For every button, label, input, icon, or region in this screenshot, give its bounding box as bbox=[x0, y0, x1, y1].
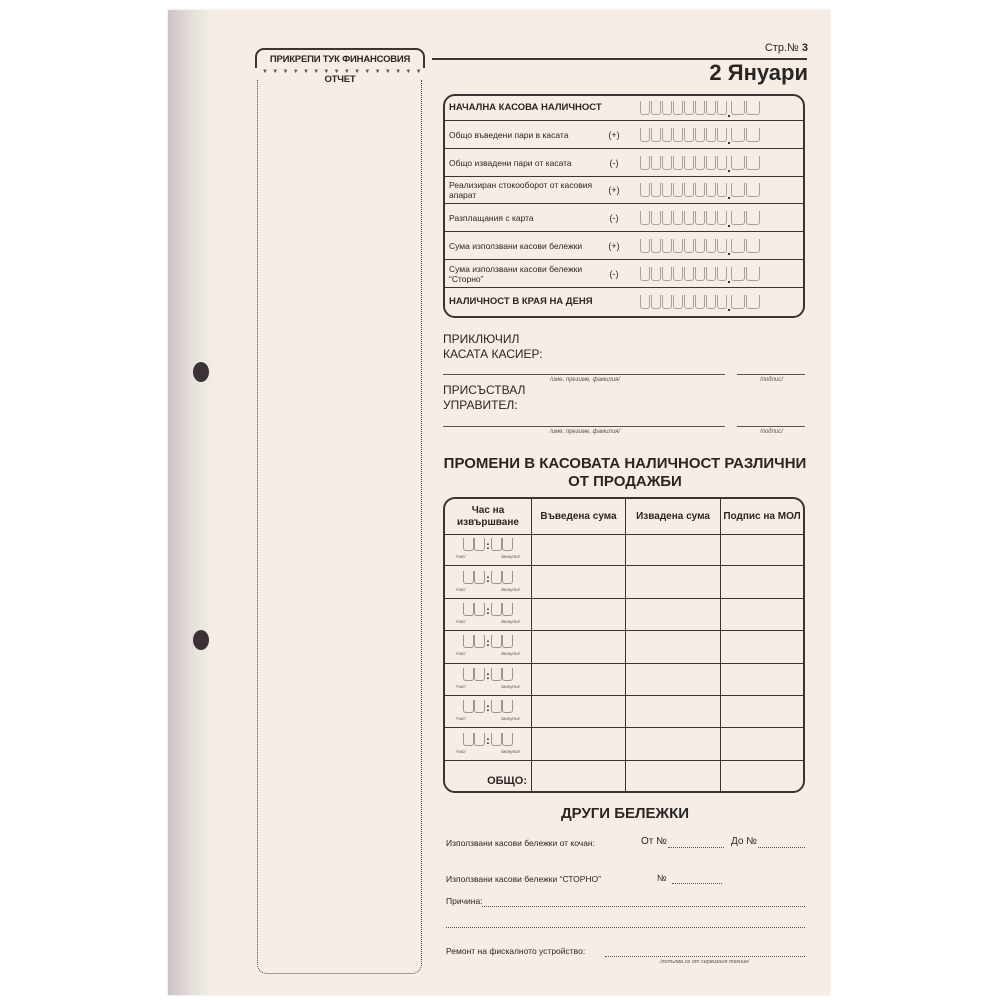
decimal-point bbox=[728, 101, 731, 115]
amount-input[interactable] bbox=[640, 211, 761, 225]
page-number-label: Стр.№ bbox=[764, 42, 799, 54]
minute-digit-cell[interactable] bbox=[491, 635, 502, 648]
decimal-cell[interactable] bbox=[731, 267, 745, 281]
table-row bbox=[445, 599, 803, 631]
balance-row-sign: (+) bbox=[608, 185, 620, 195]
amount-input[interactable] bbox=[640, 183, 761, 197]
minute-digit-cell[interactable] bbox=[491, 668, 502, 681]
digit-cell[interactable] bbox=[640, 211, 650, 225]
balance-row-label: Разплащания с карта bbox=[449, 212, 534, 223]
signature-cell[interactable] bbox=[721, 534, 803, 565]
attach-report-title: ПРИКРЕПИ ТУК ФИНАНСОВИЯ ОТЧЕТ bbox=[255, 48, 425, 68]
minute-digit-cell[interactable] bbox=[502, 733, 513, 746]
hour-digit-cell[interactable] bbox=[463, 571, 474, 584]
time-boxes[interactable] bbox=[463, 668, 513, 681]
digit-cell[interactable] bbox=[706, 295, 716, 309]
digit-cell[interactable] bbox=[695, 267, 705, 281]
hour-digit-cell[interactable] bbox=[474, 603, 485, 616]
decimal-cell[interactable] bbox=[731, 101, 745, 115]
digit-cell[interactable] bbox=[662, 239, 672, 253]
digit-cell[interactable] bbox=[684, 128, 694, 142]
time-colon: : bbox=[486, 669, 490, 682]
decimal-cell[interactable] bbox=[746, 239, 760, 253]
time-hints bbox=[456, 616, 520, 628]
digit-cell[interactable] bbox=[673, 295, 683, 309]
table-row bbox=[445, 534, 803, 566]
digit-cell[interactable] bbox=[662, 128, 672, 142]
time-input[interactable] bbox=[445, 631, 532, 662]
digit-cell[interactable] bbox=[695, 239, 705, 253]
minute-digit-cell[interactable] bbox=[491, 733, 502, 746]
decimal-cell[interactable] bbox=[746, 128, 760, 142]
balance-row-sign: (-) bbox=[609, 212, 619, 223]
table-row bbox=[445, 696, 803, 728]
table-row bbox=[445, 728, 803, 760]
decimal-cell[interactable] bbox=[731, 156, 745, 170]
hour-hint: /час/ bbox=[456, 554, 466, 560]
time-boxes[interactable] bbox=[463, 635, 513, 648]
decimal-cell[interactable] bbox=[731, 183, 745, 197]
hour-digit-cell[interactable] bbox=[474, 700, 485, 713]
arrow-down-icons: ▼▼▼▼▼▼▼▼▼▼▼▼▼▼▼▼ bbox=[262, 69, 426, 75]
digit-cell[interactable] bbox=[684, 156, 694, 170]
total-row bbox=[445, 761, 803, 791]
decimal-point bbox=[728, 267, 731, 281]
cashier-signature-field[interactable] bbox=[737, 374, 805, 375]
changes-title bbox=[443, 455, 807, 491]
minute-digit-cell[interactable] bbox=[502, 668, 513, 681]
balance-row-sign: (+) bbox=[608, 240, 620, 251]
time-hints bbox=[456, 551, 520, 563]
balance-row-sign: (-) bbox=[609, 157, 619, 168]
signature-cell[interactable] bbox=[721, 631, 803, 662]
punch-hole bbox=[193, 630, 209, 650]
cash-balance-table bbox=[443, 94, 805, 318]
deposited-amount-cell[interactable] bbox=[532, 696, 626, 727]
digit-cell[interactable] bbox=[717, 156, 727, 170]
digit-cell[interactable] bbox=[695, 295, 705, 309]
time-colon: : bbox=[486, 734, 490, 747]
time-input[interactable] bbox=[445, 566, 532, 597]
hour-hint: /час/ bbox=[456, 586, 466, 592]
digit-cell[interactable] bbox=[695, 101, 705, 115]
digit-cell[interactable] bbox=[706, 101, 716, 115]
digit-cell[interactable] bbox=[662, 183, 672, 197]
manager-signature-field[interactable] bbox=[737, 426, 805, 427]
hour-digit-cell[interactable] bbox=[474, 635, 485, 648]
time-input[interactable] bbox=[445, 728, 532, 759]
time-colon: : bbox=[486, 604, 490, 617]
balance-row bbox=[445, 96, 803, 121]
manager-label-line1: ПРИСЪСТВАЛ bbox=[443, 383, 526, 397]
digit-cell[interactable] bbox=[706, 239, 716, 253]
balance-row-label: Общо въведени пари в касата bbox=[449, 129, 569, 140]
time-hints bbox=[456, 584, 520, 596]
decimal-cell[interactable] bbox=[731, 128, 745, 142]
digit-cell[interactable] bbox=[706, 128, 716, 142]
hour-digit-cell[interactable] bbox=[474, 538, 485, 551]
total-signature-cell[interactable] bbox=[721, 761, 803, 791]
cashier-label-line1: ПРИКЛЮЧИЛ bbox=[443, 332, 520, 346]
signature-cell[interactable] bbox=[721, 566, 803, 597]
digit-cell[interactable] bbox=[651, 128, 661, 142]
manager-label bbox=[443, 383, 525, 413]
digit-cell[interactable] bbox=[662, 295, 672, 309]
signature-cell[interactable] bbox=[721, 664, 803, 695]
digit-cell[interactable] bbox=[640, 267, 650, 281]
from-number-field[interactable] bbox=[668, 847, 724, 848]
digit-cell[interactable] bbox=[673, 211, 683, 225]
digit-cell[interactable] bbox=[684, 183, 694, 197]
digit-cell[interactable] bbox=[717, 295, 727, 309]
withdrawn-amount-cell[interactable] bbox=[626, 534, 721, 565]
total-withdrawn-cell[interactable] bbox=[626, 761, 721, 791]
minute-digit-cell[interactable] bbox=[502, 603, 513, 616]
time-hints bbox=[456, 746, 520, 758]
digit-cell[interactable] bbox=[684, 295, 694, 309]
time-boxes[interactable] bbox=[463, 571, 513, 584]
table-row bbox=[445, 631, 803, 663]
minute-digit-cell[interactable] bbox=[491, 700, 502, 713]
amount-input[interactable] bbox=[640, 295, 761, 309]
hour-hint: /час/ bbox=[456, 683, 466, 689]
reason-field[interactable] bbox=[482, 906, 805, 907]
decimal-point bbox=[728, 211, 731, 225]
balance-row bbox=[445, 204, 803, 232]
balance-row-label: Сума използвани касови бележки “Сторно” bbox=[449, 263, 583, 284]
digit-cell[interactable] bbox=[673, 183, 683, 197]
minute-hint: /минута/ bbox=[500, 651, 520, 657]
digit-cell[interactable] bbox=[684, 211, 694, 225]
reason-field-line2[interactable] bbox=[446, 927, 805, 928]
balance-row bbox=[445, 232, 803, 260]
signature-cell[interactable] bbox=[721, 696, 803, 727]
time-boxes[interactable] bbox=[463, 700, 513, 713]
minute-hint: /минута/ bbox=[500, 586, 520, 592]
time-input[interactable] bbox=[445, 696, 532, 727]
cash-changes-table bbox=[443, 497, 805, 793]
time-hints bbox=[456, 713, 520, 725]
decimal-cell[interactable] bbox=[746, 211, 760, 225]
decimal-cell[interactable] bbox=[746, 183, 760, 197]
manager-label-line2: УПРАВИТЕЛ: bbox=[443, 398, 518, 412]
withdrawn-amount-cell[interactable] bbox=[626, 566, 721, 597]
storno-number-field[interactable] bbox=[672, 883, 722, 884]
digit-cell[interactable] bbox=[651, 211, 661, 225]
balance-row-label: НАЧАЛНА КАСОВА НАЛИЧНОСТ bbox=[449, 102, 602, 113]
balance-row bbox=[445, 288, 803, 316]
digit-cell[interactable] bbox=[662, 101, 672, 115]
reason-label: Причина: bbox=[446, 896, 483, 906]
header-withdrawn: Извадена сума bbox=[626, 499, 721, 534]
digit-cell[interactable] bbox=[695, 211, 705, 225]
digit-cell[interactable] bbox=[651, 101, 661, 115]
amount-input[interactable] bbox=[640, 101, 761, 115]
punch-hole bbox=[193, 362, 209, 382]
decimal-cell[interactable] bbox=[731, 295, 745, 309]
digit-cell[interactable] bbox=[717, 239, 727, 253]
cashier-label-line2: КАСАТА КАСИЕР: bbox=[443, 347, 543, 361]
notes-title: ДРУГИ БЕЛЕЖКИ bbox=[560, 805, 690, 822]
header-time: Час на извършване bbox=[445, 499, 532, 534]
digit-cell[interactable] bbox=[640, 239, 650, 253]
manager-signature-hint: /подпис/ bbox=[760, 429, 783, 435]
digit-cell[interactable] bbox=[717, 267, 727, 281]
to-number-label: До № bbox=[731, 836, 757, 847]
time-colon: : bbox=[486, 702, 490, 715]
digit-cell[interactable] bbox=[673, 267, 683, 281]
digit-cell[interactable] bbox=[640, 295, 650, 309]
page-number bbox=[765, 42, 808, 54]
digit-cell[interactable] bbox=[706, 211, 716, 225]
digit-cell[interactable] bbox=[706, 267, 716, 281]
time-colon: : bbox=[486, 540, 490, 553]
table-row bbox=[445, 664, 803, 696]
balance-row-label: Общо извадени пари от касата bbox=[449, 157, 572, 168]
time-boxes[interactable] bbox=[463, 603, 513, 616]
digit-cell[interactable] bbox=[651, 295, 661, 309]
minute-digit-cell[interactable] bbox=[502, 635, 513, 648]
digit-cell[interactable] bbox=[673, 128, 683, 142]
digit-cell[interactable] bbox=[662, 211, 672, 225]
minute-hint: /минута/ bbox=[500, 618, 520, 624]
manager-name-hint: /име, презиме, фамилия/ bbox=[550, 429, 620, 435]
digit-cell[interactable] bbox=[662, 267, 672, 281]
balance-row-sign: (-) bbox=[609, 268, 619, 279]
digit-cell[interactable] bbox=[673, 101, 683, 115]
cashier-signature-hint: /подпис/ bbox=[760, 377, 783, 383]
deposited-amount-cell[interactable] bbox=[532, 534, 626, 565]
time-input[interactable] bbox=[445, 534, 532, 565]
minute-hint: /минута/ bbox=[500, 748, 520, 754]
storno-receipts-label: Използвани касови бележки “СТОРНО” bbox=[446, 874, 601, 884]
hour-hint: /час/ bbox=[456, 651, 466, 657]
minute-digit-cell[interactable] bbox=[502, 571, 513, 584]
digit-cell[interactable] bbox=[695, 128, 705, 142]
minute-digit-cell[interactable] bbox=[491, 603, 502, 616]
total-deposited-cell[interactable] bbox=[532, 761, 626, 791]
withdrawn-amount-cell[interactable] bbox=[626, 664, 721, 695]
balance-row bbox=[445, 177, 803, 204]
repair-label: Ремонт на фискалното устройство: bbox=[446, 946, 586, 956]
minute-hint: /минута/ bbox=[500, 716, 520, 722]
repair-hint: /попълва се от сервизния техник/ bbox=[660, 959, 750, 965]
digit-cell[interactable] bbox=[695, 156, 705, 170]
digit-cell[interactable] bbox=[673, 156, 683, 170]
amount-input[interactable] bbox=[640, 239, 761, 253]
balance-row-label: НАЛИЧНОСТ В КРАЯ НА ДЕНЯ bbox=[449, 296, 593, 307]
digit-cell[interactable] bbox=[673, 239, 683, 253]
changes-title-line2: ОТ ПРОДАЖБИ bbox=[568, 473, 682, 490]
withdrawn-amount-cell[interactable] bbox=[626, 696, 721, 727]
cashier-label bbox=[443, 332, 543, 362]
table-row bbox=[445, 566, 803, 598]
repair-field[interactable] bbox=[605, 956, 805, 957]
header-deposited: Въведена сума bbox=[532, 499, 626, 534]
hour-hint: /час/ bbox=[456, 716, 466, 722]
digit-cell[interactable] bbox=[684, 101, 694, 115]
hour-digit-cell[interactable] bbox=[463, 603, 474, 616]
balance-row-label: Сума използвани касови бележки bbox=[449, 240, 583, 251]
signature-cell[interactable] bbox=[721, 599, 803, 630]
digit-cell[interactable] bbox=[651, 239, 661, 253]
decimal-point bbox=[728, 183, 731, 197]
deposited-amount-cell[interactable] bbox=[532, 664, 626, 695]
hour-digit-cell[interactable] bbox=[474, 733, 485, 746]
header-signature: Подпис на МОЛ bbox=[723, 510, 801, 522]
withdrawn-amount-cell[interactable] bbox=[626, 599, 721, 630]
time-colon: : bbox=[486, 572, 490, 585]
digit-cell[interactable] bbox=[717, 128, 727, 142]
hour-digit-cell[interactable] bbox=[474, 668, 485, 681]
deposited-amount-cell[interactable] bbox=[532, 599, 626, 630]
hour-digit-cell[interactable] bbox=[463, 668, 474, 681]
decimal-point bbox=[728, 295, 731, 309]
to-number-field[interactable] bbox=[758, 847, 805, 848]
page-number-value: 3 bbox=[801, 42, 808, 54]
decimal-cell[interactable] bbox=[746, 101, 760, 115]
time-boxes[interactable] bbox=[463, 733, 513, 746]
deposited-amount-cell[interactable] bbox=[532, 631, 626, 662]
digit-cell[interactable] bbox=[640, 183, 650, 197]
cashier-name-field[interactable] bbox=[443, 374, 725, 375]
changes-title-line1: ПРОМЕНИ В КАСОВАТА НАЛИЧНОСТ РАЗЛИЧНИ bbox=[443, 455, 807, 472]
decimal-point bbox=[728, 239, 731, 253]
table-header bbox=[445, 499, 803, 535]
from-number-label: От № bbox=[641, 836, 667, 847]
hour-digit-cell[interactable] bbox=[463, 700, 474, 713]
decimal-cell[interactable] bbox=[746, 156, 760, 170]
decimal-cell[interactable] bbox=[746, 295, 760, 309]
hour-digit-cell[interactable] bbox=[463, 538, 474, 551]
amount-input[interactable] bbox=[640, 128, 761, 142]
digit-cell[interactable] bbox=[640, 101, 650, 115]
amount-input[interactable] bbox=[640, 156, 761, 170]
balance-row-label: Реализиран стокооборот от касовия апарат bbox=[449, 180, 593, 200]
digit-cell[interactable] bbox=[651, 267, 661, 281]
amount-input[interactable] bbox=[640, 267, 761, 281]
signature-cell[interactable] bbox=[721, 728, 803, 759]
time-boxes[interactable] bbox=[463, 538, 513, 551]
deposited-amount-cell[interactable] bbox=[532, 728, 626, 759]
digit-cell[interactable] bbox=[706, 156, 716, 170]
minute-digit-cell[interactable] bbox=[502, 538, 513, 551]
binding-edge bbox=[168, 10, 218, 995]
hour-hint: /час/ bbox=[456, 618, 466, 624]
digit-cell[interactable] bbox=[651, 183, 661, 197]
digit-cell[interactable] bbox=[717, 183, 727, 197]
digit-cell[interactable] bbox=[662, 156, 672, 170]
minute-hint: /минута/ bbox=[500, 554, 520, 560]
withdrawn-amount-cell[interactable] bbox=[626, 631, 721, 662]
digit-cell[interactable] bbox=[651, 156, 661, 170]
minute-hint: /минута/ bbox=[500, 683, 520, 689]
receipts-used-label: Използвани касови бележки от кочан: bbox=[446, 838, 595, 848]
digit-cell[interactable] bbox=[695, 183, 705, 197]
time-input[interactable] bbox=[445, 599, 532, 630]
decimal-point bbox=[728, 156, 731, 170]
decimal-cell[interactable] bbox=[746, 267, 760, 281]
attach-report-area[interactable] bbox=[257, 80, 422, 974]
balance-row bbox=[445, 260, 803, 288]
balance-row-sign: (+) bbox=[608, 129, 620, 140]
digit-cell[interactable] bbox=[640, 128, 650, 142]
time-input[interactable] bbox=[445, 664, 532, 695]
hour-digit-cell[interactable] bbox=[463, 733, 474, 746]
withdrawn-amount-cell[interactable] bbox=[626, 728, 721, 759]
decimal-point bbox=[728, 128, 731, 142]
hour-hint: /час/ bbox=[456, 748, 466, 754]
hour-digit-cell[interactable] bbox=[463, 635, 474, 648]
time-hints bbox=[456, 681, 520, 693]
hour-digit-cell[interactable] bbox=[474, 571, 485, 584]
time-hints bbox=[456, 648, 520, 660]
minute-digit-cell[interactable] bbox=[502, 700, 513, 713]
deposited-amount-cell[interactable] bbox=[532, 566, 626, 597]
minute-digit-cell[interactable] bbox=[491, 538, 502, 551]
storno-number-label: № bbox=[657, 873, 667, 883]
date-title: 2 Януари bbox=[709, 60, 808, 85]
time-colon: : bbox=[486, 637, 490, 650]
decimal-cell[interactable] bbox=[731, 239, 745, 253]
digit-cell[interactable] bbox=[717, 101, 727, 115]
total-label: ОБЩО: bbox=[445, 761, 532, 791]
decimal-cell[interactable] bbox=[731, 211, 745, 225]
digit-cell[interactable] bbox=[684, 267, 694, 281]
manager-name-field[interactable] bbox=[443, 426, 725, 427]
balance-row bbox=[445, 121, 803, 149]
digit-cell[interactable] bbox=[706, 183, 716, 197]
minute-digit-cell[interactable] bbox=[491, 571, 502, 584]
balance-row bbox=[445, 149, 803, 177]
digit-cell[interactable] bbox=[717, 211, 727, 225]
digit-cell[interactable] bbox=[684, 239, 694, 253]
digit-cell[interactable] bbox=[640, 156, 650, 170]
cashier-name-hint: /име, презиме, фамилия/ bbox=[550, 377, 620, 383]
